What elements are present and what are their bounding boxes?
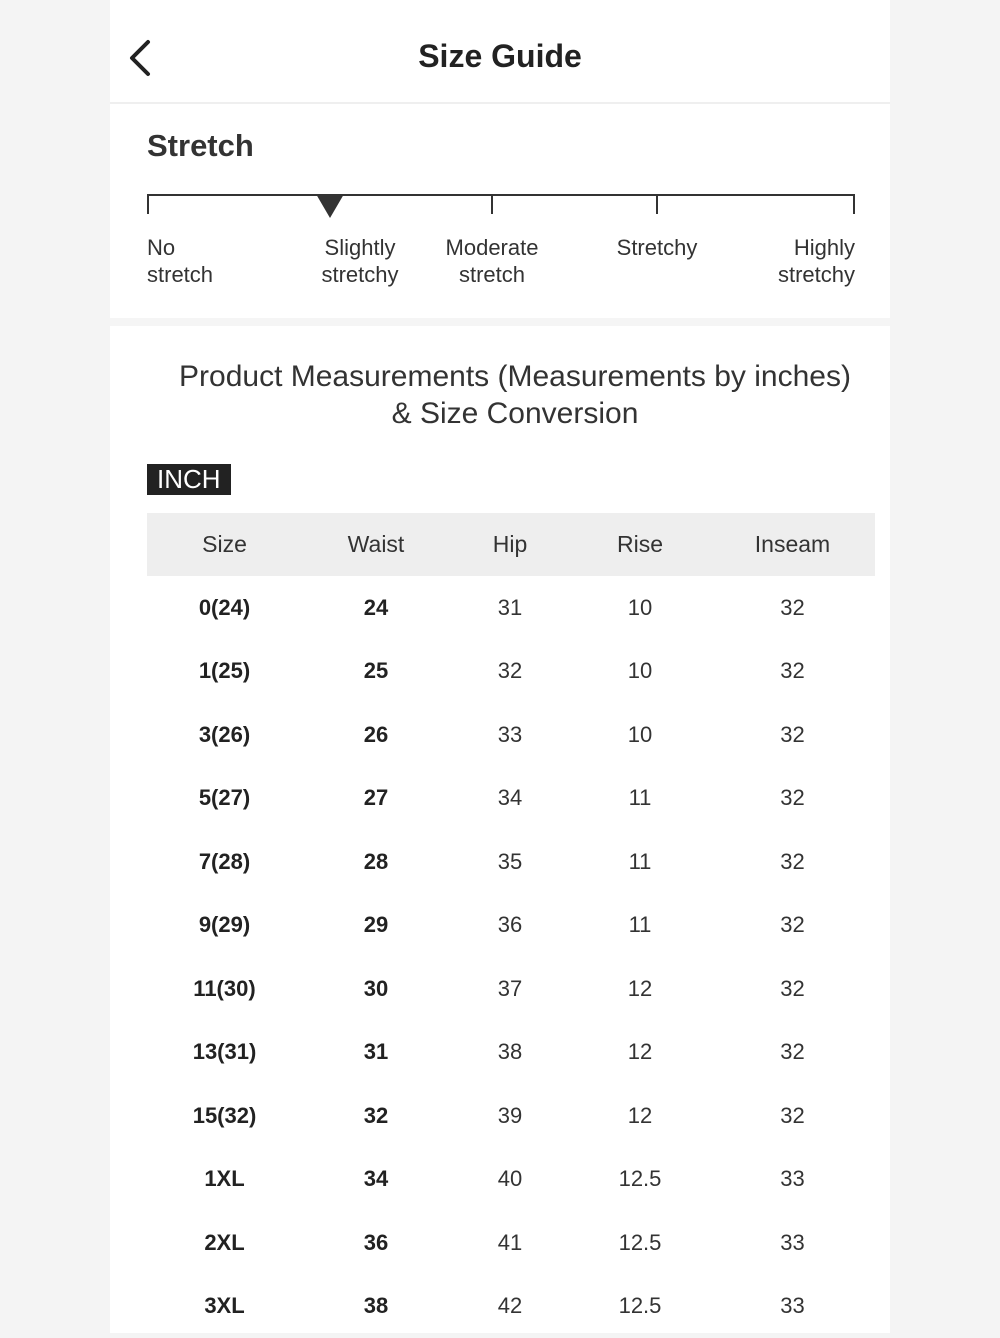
rise-cell: 11	[570, 830, 710, 894]
hip-cell: 37	[450, 957, 570, 1021]
rise-cell: 12	[570, 1021, 710, 1085]
hip-cell: 39	[450, 1084, 570, 1148]
hip-cell: 40	[450, 1148, 570, 1212]
rise-cell: 12.5	[570, 1148, 710, 1212]
size-cell: 5(27)	[147, 767, 302, 831]
stretch-indicator-icon	[316, 194, 344, 218]
stretch-tick	[491, 194, 493, 214]
size-table-body	[147, 576, 875, 1338]
waist-cell: 31	[302, 1021, 450, 1085]
table-row	[147, 576, 875, 640]
inseam-cell: 33	[710, 1211, 875, 1275]
stretch-scale	[147, 194, 855, 218]
table-row	[147, 830, 875, 894]
stretch-title: Stretch	[147, 128, 254, 164]
stretch-label-high: Highly stretchy	[778, 234, 855, 288]
hip-cell: 42	[450, 1275, 570, 1338]
hip-cell: 33	[450, 703, 570, 767]
hip-cell: 31	[450, 576, 570, 640]
table-row	[147, 703, 875, 767]
table-row	[147, 1275, 875, 1338]
table-row	[147, 1211, 875, 1275]
hip-cell: 38	[450, 1021, 570, 1085]
size-cell: 15(32)	[147, 1084, 302, 1148]
waist-cell: 24	[302, 576, 450, 640]
hip-cell: 35	[450, 830, 570, 894]
rise-cell: 12	[570, 1084, 710, 1148]
size-cell: 3XL	[147, 1275, 302, 1338]
hip-cell: 41	[450, 1211, 570, 1275]
rise-cell: 11	[570, 894, 710, 958]
waist-cell: 34	[302, 1148, 450, 1212]
waist-cell: 38	[302, 1275, 450, 1338]
column-header-size: Size	[147, 513, 302, 576]
stretch-tick	[656, 194, 658, 214]
measurements-title: Product Measurements (Measurements by inches) & Size Conversion	[170, 358, 860, 432]
size-cell: 11(30)	[147, 957, 302, 1021]
size-table	[147, 513, 875, 1338]
size-cell: 0(24)	[147, 576, 302, 640]
rise-cell: 10	[570, 576, 710, 640]
table-row	[147, 894, 875, 958]
inseam-cell: 32	[710, 1084, 875, 1148]
inseam-cell: 32	[710, 640, 875, 704]
stretch-tick	[853, 194, 855, 214]
size-cell: 1(25)	[147, 640, 302, 704]
hip-cell: 34	[450, 767, 570, 831]
size-cell: 2XL	[147, 1211, 302, 1275]
waist-cell: 30	[302, 957, 450, 1021]
stretch-scale-line	[147, 194, 855, 196]
rise-cell: 12.5	[570, 1211, 710, 1275]
inseam-cell: 33	[710, 1275, 875, 1338]
inseam-cell: 32	[710, 767, 875, 831]
column-header-rise: Rise	[570, 513, 710, 576]
page-title: Size Guide	[110, 38, 890, 75]
rise-cell: 11	[570, 767, 710, 831]
table-row	[147, 1021, 875, 1085]
column-header-inseam: Inseam	[710, 513, 875, 576]
stretch-tick	[147, 194, 149, 214]
stretch-section	[110, 104, 890, 318]
size-cell: 7(28)	[147, 830, 302, 894]
rise-cell: 12.5	[570, 1275, 710, 1338]
waist-cell: 29	[302, 894, 450, 958]
waist-cell: 32	[302, 1084, 450, 1148]
size-cell: 9(29)	[147, 894, 302, 958]
table-row	[147, 767, 875, 831]
inseam-cell: 32	[710, 576, 875, 640]
rise-cell: 12	[570, 957, 710, 1021]
size-guide-page	[110, 0, 890, 1333]
inseam-cell: 32	[710, 830, 875, 894]
stretch-label-moderate: Moderate stretch	[412, 234, 572, 288]
column-header-hip: Hip	[450, 513, 570, 576]
table-row	[147, 1148, 875, 1212]
section-divider	[110, 318, 890, 326]
size-cell: 1XL	[147, 1148, 302, 1212]
stretch-label-slight: Slightly stretchy	[280, 234, 440, 288]
inseam-cell: 33	[710, 1148, 875, 1212]
inseam-cell: 32	[710, 894, 875, 958]
table-row	[147, 640, 875, 704]
stretch-label-stretchy: Stretchy	[577, 234, 737, 261]
unit-badge: INCH	[147, 464, 231, 495]
waist-cell: 26	[302, 703, 450, 767]
rise-cell: 10	[570, 703, 710, 767]
waist-cell: 27	[302, 767, 450, 831]
column-header-waist: Waist	[302, 513, 450, 576]
inseam-cell: 32	[710, 703, 875, 767]
hip-cell: 36	[450, 894, 570, 958]
table-row	[147, 1084, 875, 1148]
size-cell: 13(31)	[147, 1021, 302, 1085]
waist-cell: 28	[302, 830, 450, 894]
rise-cell: 10	[570, 640, 710, 704]
waist-cell: 36	[302, 1211, 450, 1275]
hip-cell: 32	[450, 640, 570, 704]
table-header-row	[147, 513, 875, 576]
stretch-label-none: No stretch	[147, 234, 213, 288]
waist-cell: 25	[302, 640, 450, 704]
table-row	[147, 957, 875, 1021]
size-cell: 3(26)	[147, 703, 302, 767]
inseam-cell: 32	[710, 957, 875, 1021]
header	[110, 0, 890, 104]
inseam-cell: 32	[710, 1021, 875, 1085]
